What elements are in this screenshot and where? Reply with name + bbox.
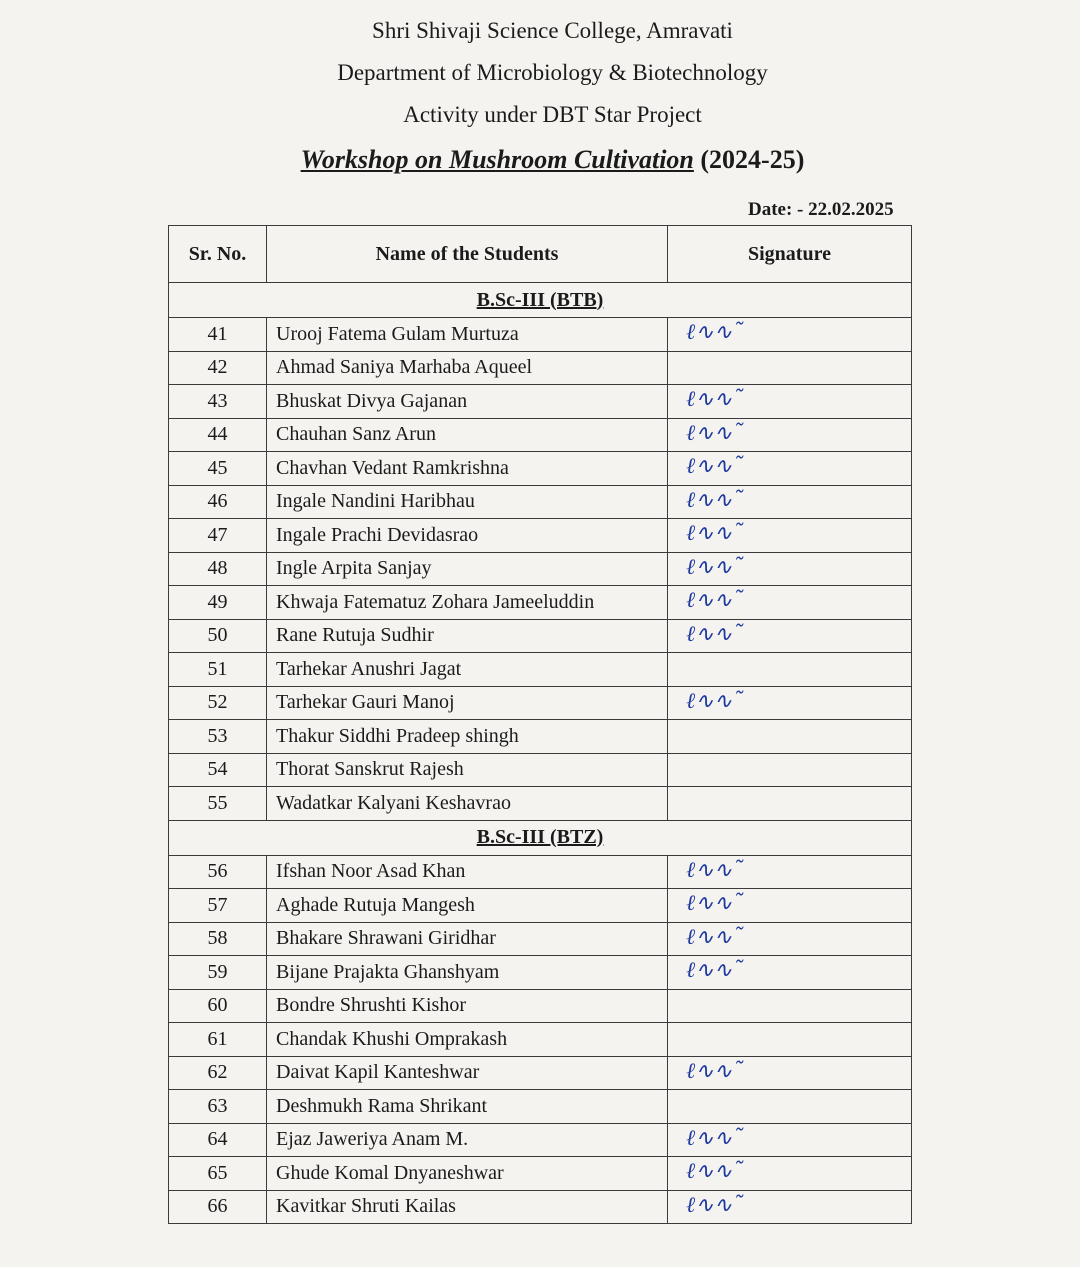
workshop-year: (2024-25) bbox=[700, 145, 805, 174]
workshop-heading bbox=[0, 145, 1080, 175]
handwritten-signature: ℓ∿∿˜ bbox=[686, 320, 744, 345]
student-name-cell: Bhakare Shrawani Giridhar bbox=[267, 922, 668, 956]
student-name-cell: Ifshan Noor Asad Khan bbox=[267, 855, 668, 889]
handwritten-signature: ℓ∿∿˜ bbox=[686, 554, 744, 580]
signature-cell bbox=[668, 351, 912, 385]
signature-cell bbox=[668, 720, 912, 754]
sr-no-cell: 58 bbox=[169, 922, 267, 956]
student-name-cell: Wadatkar Kalyani Keshavrao bbox=[267, 787, 668, 821]
student-name-cell: Chauhan Sanz Arun bbox=[267, 418, 668, 452]
student-name-cell: Ingale Prachi Devidasrao bbox=[267, 519, 668, 553]
signature-cell bbox=[668, 855, 912, 889]
signature-cell bbox=[668, 989, 912, 1023]
handwritten-signature: ℓ∿∿˜ bbox=[686, 521, 744, 546]
sr-no-cell: 54 bbox=[169, 753, 267, 787]
student-name-cell: Khwaja Fatematuz Zohara Jameeluddin bbox=[267, 586, 668, 620]
handwritten-signature: ℓ∿∿˜ bbox=[686, 857, 744, 883]
table-row bbox=[169, 1157, 912, 1191]
sr-no-cell: 46 bbox=[169, 485, 267, 519]
col-signature: Signature bbox=[668, 226, 912, 283]
signature-cell bbox=[668, 552, 912, 586]
table-row bbox=[169, 519, 912, 553]
handwritten-signature: ℓ∿∿˜ bbox=[686, 1159, 744, 1184]
handwritten-signature: ℓ∿∿˜ bbox=[686, 621, 744, 647]
handwritten-signature: ℓ∿∿˜ bbox=[686, 1192, 744, 1218]
handwritten-signature: ℓ∿∿˜ bbox=[686, 588, 744, 613]
table-row bbox=[169, 1090, 912, 1124]
signature-cell bbox=[668, 1090, 912, 1124]
table-row bbox=[169, 351, 912, 385]
sr-no-cell: 45 bbox=[169, 452, 267, 486]
col-student-name: Name of the Students bbox=[267, 226, 668, 283]
signature-cell bbox=[668, 619, 912, 653]
table-row bbox=[169, 889, 912, 923]
student-name-cell: Deshmukh Rama Shrikant bbox=[267, 1090, 668, 1124]
table-row bbox=[169, 956, 912, 990]
sr-no-cell: 63 bbox=[169, 1090, 267, 1124]
table-row bbox=[169, 485, 912, 519]
sr-no-cell: 41 bbox=[169, 318, 267, 352]
student-name-cell: Aghade Rutuja Mangesh bbox=[267, 889, 668, 923]
student-name-cell: Ingale Nandini Haribhau bbox=[267, 485, 668, 519]
signature-cell bbox=[668, 1023, 912, 1057]
signature-cell bbox=[668, 753, 912, 787]
student-name-cell: Ingle Arpita Sanjay bbox=[267, 552, 668, 586]
sr-no-cell: 50 bbox=[169, 619, 267, 653]
handwritten-signature: ℓ∿∿˜ bbox=[686, 924, 744, 950]
sr-no-cell: 47 bbox=[169, 519, 267, 553]
student-name-cell: Ahmad Saniya Marhaba Aqueel bbox=[267, 351, 668, 385]
table-row bbox=[169, 318, 912, 352]
sr-no-cell: 64 bbox=[169, 1123, 267, 1157]
table-row bbox=[169, 922, 912, 956]
section-title: B.Sc-III (BTZ) bbox=[476, 826, 604, 848]
handwritten-signature: ℓ∿∿˜ bbox=[686, 958, 744, 983]
signature-cell bbox=[668, 418, 912, 452]
table-row bbox=[169, 787, 912, 821]
section-title-cell bbox=[169, 820, 912, 855]
table-row bbox=[169, 989, 912, 1023]
signature-cell bbox=[668, 1056, 912, 1090]
sr-no-cell: 43 bbox=[169, 385, 267, 419]
signature-cell bbox=[668, 586, 912, 620]
department-name: Department of Microbiology & Biotechnology bbox=[337, 60, 768, 85]
handwritten-signature: ℓ∿∿˜ bbox=[686, 387, 744, 412]
section-title-cell bbox=[169, 283, 912, 318]
col-sr-no: Sr. No. bbox=[169, 226, 267, 283]
handwritten-signature: ℓ∿∿˜ bbox=[686, 688, 744, 714]
signature-cell bbox=[668, 452, 912, 486]
sr-no-cell: 61 bbox=[169, 1023, 267, 1057]
table-row bbox=[169, 586, 912, 620]
signature-cell bbox=[668, 385, 912, 419]
signature-cell bbox=[668, 956, 912, 990]
sr-no-cell: 49 bbox=[169, 586, 267, 620]
section-title: B.Sc-III (BTB) bbox=[476, 288, 604, 311]
student-name-cell: Chandak Khushi Omprakash bbox=[267, 1023, 668, 1057]
signature-cell bbox=[668, 1123, 912, 1157]
signature-cell bbox=[668, 1190, 912, 1224]
student-name-cell: Chavhan Vedant Ramkrishna bbox=[267, 452, 668, 486]
table-row bbox=[169, 418, 912, 452]
student-name-cell: Urooj Fatema Gulam Murtuza bbox=[267, 318, 668, 352]
sr-no-cell: 60 bbox=[169, 989, 267, 1023]
student-name-cell: Thakur Siddhi Pradeep shingh bbox=[267, 720, 668, 754]
signature-cell bbox=[668, 889, 912, 923]
sr-no-cell: 51 bbox=[169, 653, 267, 687]
table-header-row bbox=[169, 226, 912, 283]
student-name-cell: Bondre Shrushti Kishor bbox=[267, 989, 668, 1023]
student-name-cell: Daivat Kapil Kanteshwar bbox=[267, 1056, 668, 1090]
sr-no-cell: 56 bbox=[169, 855, 267, 889]
table-row bbox=[169, 619, 912, 653]
table-row bbox=[169, 855, 912, 889]
signature-cell bbox=[668, 318, 912, 352]
sr-no-cell: 65 bbox=[169, 1157, 267, 1191]
table-row bbox=[169, 385, 912, 419]
signature-cell bbox=[668, 1157, 912, 1191]
table-row bbox=[169, 653, 912, 687]
section-row bbox=[169, 283, 912, 318]
table-row bbox=[169, 1190, 912, 1224]
handwritten-signature: ℓ∿∿˜ bbox=[686, 1125, 744, 1151]
signature-cell bbox=[668, 922, 912, 956]
table-row bbox=[169, 1023, 912, 1057]
student-name-cell: Thorat Sanskrut Rajesh bbox=[267, 753, 668, 787]
table-row bbox=[169, 452, 912, 486]
signature-cell bbox=[668, 787, 912, 821]
table-row bbox=[169, 686, 912, 720]
signature-cell bbox=[668, 686, 912, 720]
college-name: Shri Shivaji Science College, Amravati bbox=[372, 18, 733, 43]
student-name-cell: Ejaz Jaweriya Anam M. bbox=[267, 1123, 668, 1157]
attendance-table bbox=[168, 225, 912, 1224]
student-name-cell: Tarhekar Anushri Jagat bbox=[267, 653, 668, 687]
table-row bbox=[169, 1056, 912, 1090]
student-name-cell: Kavitkar Shruti Kailas bbox=[267, 1190, 668, 1224]
table-row bbox=[169, 552, 912, 586]
section-row bbox=[169, 820, 912, 855]
table-row bbox=[169, 753, 912, 787]
student-name-cell: Ghude Komal Dnyaneshwar bbox=[267, 1157, 668, 1191]
sr-no-cell: 42 bbox=[169, 351, 267, 385]
handwritten-signature: ℓ∿∿˜ bbox=[686, 891, 744, 916]
signature-cell bbox=[668, 485, 912, 519]
sr-no-cell: 66 bbox=[169, 1190, 267, 1224]
handwritten-signature: ℓ∿∿˜ bbox=[686, 454, 744, 479]
table-row bbox=[169, 1123, 912, 1157]
student-name-cell: Rane Rutuja Sudhir bbox=[267, 619, 668, 653]
sr-no-cell: 59 bbox=[169, 956, 267, 990]
handwritten-signature: ℓ∿∿˜ bbox=[686, 487, 744, 513]
table-body bbox=[169, 283, 912, 1224]
date-label: Date: - 22.02.2025 bbox=[748, 199, 894, 220]
student-name-cell: Tarhekar Gauri Manoj bbox=[267, 686, 668, 720]
student-name-cell: Bhuskat Divya Gajanan bbox=[267, 385, 668, 419]
sr-no-cell: 48 bbox=[169, 552, 267, 586]
handwritten-signature: ℓ∿∿˜ bbox=[686, 420, 744, 446]
sr-no-cell: 53 bbox=[169, 720, 267, 754]
sr-no-cell: 52 bbox=[169, 686, 267, 720]
signature-cell bbox=[668, 653, 912, 687]
student-name-cell: Bijane Prajakta Ghanshyam bbox=[267, 956, 668, 990]
table-row bbox=[169, 720, 912, 754]
sr-no-cell: 57 bbox=[169, 889, 267, 923]
handwritten-signature: ℓ∿∿˜ bbox=[686, 1058, 744, 1084]
signature-cell bbox=[668, 519, 912, 553]
sr-no-cell: 44 bbox=[169, 418, 267, 452]
sr-no-cell: 62 bbox=[169, 1056, 267, 1090]
workshop-title: Workshop on Mushroom Cultivation bbox=[300, 145, 694, 174]
activity-line: Activity under DBT Star Project bbox=[403, 102, 702, 127]
sr-no-cell: 55 bbox=[169, 787, 267, 821]
